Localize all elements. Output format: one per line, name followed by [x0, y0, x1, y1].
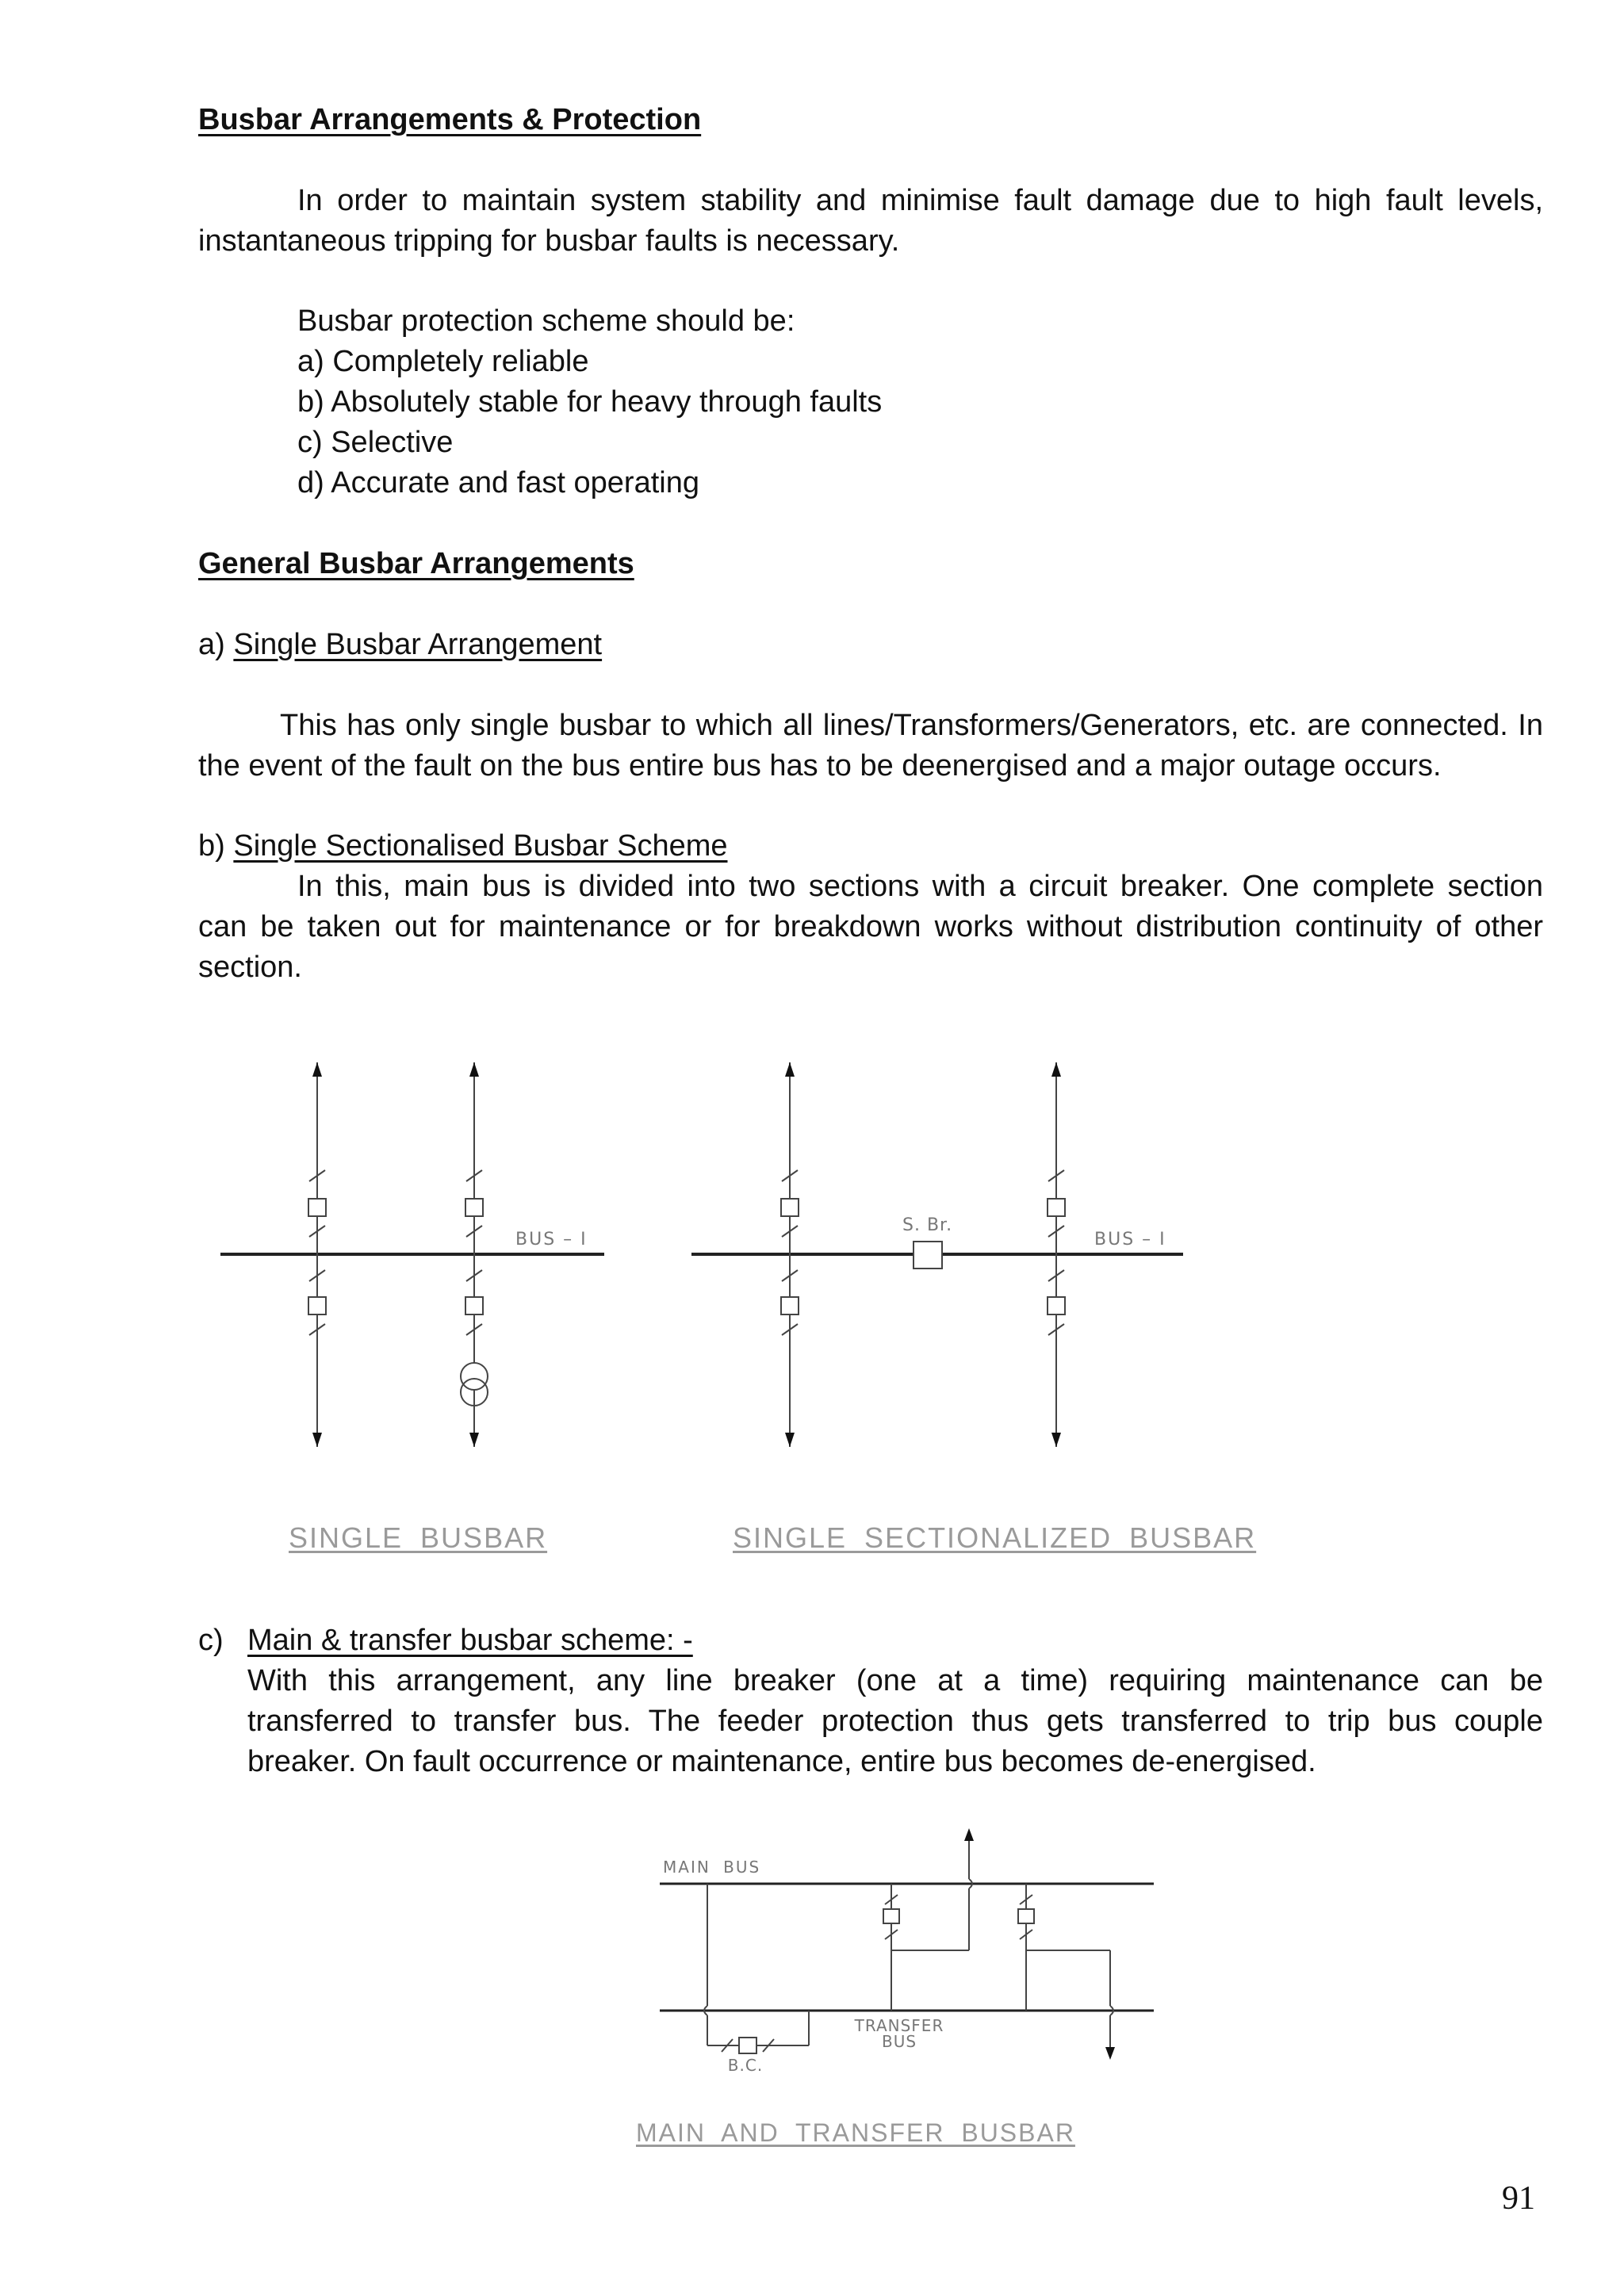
breaker-icon	[465, 1297, 483, 1314]
single-sectionalized-busbar-title: SINGLE SECTIONALIZED BUSBAR	[733, 1521, 1257, 1554]
arrow-up-icon	[312, 1062, 322, 1077]
section-c-line-3: breaker. On fault occurrence or maintenance, entire bus becomes de-energised.	[247, 1745, 1316, 1778]
section-b-heading	[198, 826, 728, 866]
requirement-item: b) Absolutely stable for heavy through faults	[297, 385, 883, 419]
section-c-title: Main & transfer busbar scheme: -	[247, 1624, 693, 1657]
arrow-down-icon	[1105, 2047, 1115, 2060]
bus-label: BUS – I	[1094, 1230, 1166, 1249]
breaker-icon	[781, 1297, 799, 1314]
breaker-icon	[883, 1909, 899, 1923]
section-c-line-2: transferred to transfer bus. The feeder protection thus gets transferred to trip bus couple	[247, 1705, 1543, 1738]
arrow-up-icon	[964, 1828, 974, 1841]
arrow-up-icon	[469, 1062, 479, 1077]
arrow-down-icon	[1051, 1433, 1061, 1447]
arrow-up-icon	[785, 1062, 795, 1077]
section-breaker-icon	[914, 1242, 942, 1269]
intro-line-2: instantaneous tripping for busbar faults is necessary.	[198, 224, 900, 258]
section-b-title: Single Sectionalised Busbar Scheme	[233, 829, 728, 863]
breaker-icon	[1018, 1909, 1034, 1923]
main-transfer-busbar-diagram	[650, 1823, 1166, 2085]
arrow-down-icon	[312, 1433, 322, 1447]
section-c-prefix: c)	[198, 1624, 224, 1657]
single-busbar-title: SINGLE BUSBAR	[289, 1521, 548, 1554]
arrow-down-icon	[785, 1433, 795, 1447]
breaker-icon	[465, 1199, 483, 1216]
section-breaker-label: S. Br.	[902, 1215, 953, 1235]
main-bus-label: MAIN BUS	[663, 1858, 761, 1877]
arrow-up-icon	[1051, 1062, 1061, 1077]
arrow-down-icon	[469, 1433, 479, 1447]
section-b-prefix: b)	[198, 829, 234, 863]
section-a-prefix: a)	[198, 628, 234, 661]
section-a-line-2: the event of the fault on the bus entire bus has to be deenergised and a major outage occurs.	[198, 749, 1442, 783]
transformer-icon	[461, 1363, 488, 1390]
page-heading: Busbar Arrangements & Protection	[198, 103, 702, 136]
breaker-icon	[308, 1297, 326, 1314]
requirement-item: c) Selective	[297, 426, 454, 459]
section-b-line-3: section.	[198, 951, 302, 984]
bus-label: BUS – I	[515, 1230, 588, 1249]
busbar-diagram-1	[206, 1047, 1205, 1459]
main-transfer-busbar-title: MAIN AND TRANSFER BUSBAR	[636, 2118, 1075, 2147]
section-a-title: Single Busbar Arrangement	[233, 628, 603, 661]
requirement-item: d) Accurate and fast operating	[297, 466, 699, 499]
transfer-bus-label: BUS	[881, 2032, 917, 2051]
transfer-feeder-2	[1018, 1884, 1115, 2060]
breaker-icon	[1048, 1297, 1065, 1314]
breaker-icon	[308, 1199, 326, 1216]
section-b-line-1: In this, main bus is divided into two sections with a circuit breaker. One complete section	[297, 870, 1543, 903]
requirement-item: a) Completely reliable	[297, 345, 589, 378]
bus-coupler	[704, 1884, 809, 2075]
breaker-icon	[1048, 1199, 1065, 1216]
section-a-line-1: This has only single busbar to which all lines/Transformers/Generators, etc. are connected. In	[280, 709, 1543, 742]
intro-line-1: In order to maintain system stability and minimise fault damage due to high fault levels,	[297, 184, 1543, 217]
transfer-feeder-1	[883, 1828, 974, 2011]
single-busbar-diagram	[220, 1062, 604, 1447]
sectionalized-busbar-diagram	[691, 1062, 1183, 1447]
transfer-bus-label: TRANSFER	[854, 2016, 944, 2035]
section-c-line-1: With this arrangement, any line breaker (one at a time) requiring maintenance can be	[247, 1664, 1543, 1697]
breaker-icon	[781, 1199, 799, 1216]
page-number: 91	[1502, 2180, 1535, 2217]
requirements-lead: Busbar protection scheme should be:	[297, 304, 795, 338]
bus-coupler-breaker-icon	[739, 2038, 756, 2053]
general-heading: General Busbar Arrangements	[198, 547, 634, 580]
section-b-line-2: can be taken out for maintenance or for breakdown works without distribution continuity of other	[198, 910, 1543, 943]
bus-coupler-label: B.C.	[727, 2056, 764, 2075]
section-a-heading	[198, 625, 602, 664]
